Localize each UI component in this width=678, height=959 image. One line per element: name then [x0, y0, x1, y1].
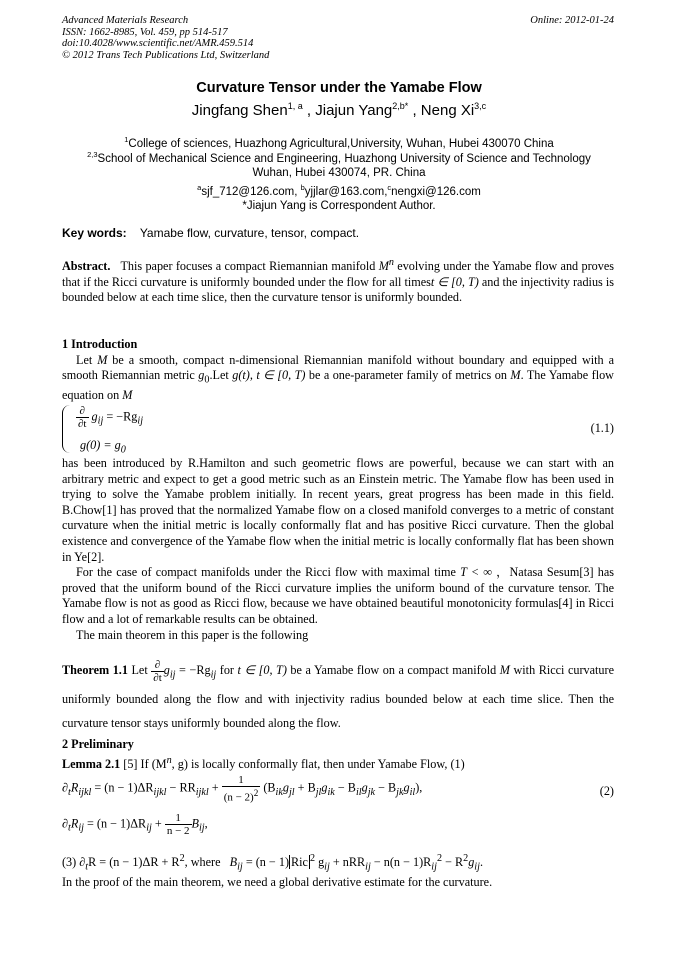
- math-rhs: = −Rg: [103, 409, 138, 424]
- math: (M: [151, 756, 167, 771]
- equation-scalar: (3) $\partial_tR = (n - 1)\Delta R + R^2$, where $B_{ij} = (n - 1)$ Ric $^2$ $g_{ij} + nRR_{ij} - n(n - 1)R_{ij}^2 - R^2g_{ij}$. In the proof of the main theorem, we need a global derivative estimate for the curvature.: [62, 851, 614, 891]
- equation-1-1: [62, 405, 614, 455]
- text: For the case of compact manifolds under the Ricci flow with maximal time: [76, 565, 461, 580]
- intro-paragraph-2: has been introduced by R.Hamilton and such geometric flows are powerful, because we can start with an arbitrary metric and expect to get a good metric such as an Einstein metric. The Yamabe flow has been used in trying to solve the Yamabe problem initially. In recent years, great progress has been made in this field. B.Chow[1] has proved that the normalized Yamabe flow on a closed manifold converges to a metric of constant curvature when the initial metric is locally conformally flat and has positive Ricci curvature. Then the global existence and convergence of the Yamabe flow when the initial metric is locally conformally flat has been shown in Ye[2].: [62, 456, 614, 564]
- math: = (n − 1)ΔR: [91, 780, 154, 795]
- math-n: n: [388, 257, 394, 268]
- math-sub: ij: [137, 415, 144, 427]
- author-3-sup: 3,c: [474, 101, 487, 111]
- fraction: [222, 774, 261, 804]
- text: − n(n − 1)R: [370, 855, 432, 870]
- text: 1: [165, 812, 192, 825]
- author-1-sup: 1, a: [287, 101, 303, 111]
- math-M: M: [122, 388, 133, 403]
- text: Let: [76, 352, 98, 367]
- aff1-sup: 1: [124, 135, 129, 144]
- text: Ric: [291, 855, 308, 870]
- text: g: [403, 780, 410, 795]
- math-g: g: [198, 368, 205, 383]
- text: [5] If: [120, 756, 152, 771]
- text: g: [282, 780, 289, 795]
- text: 2: [253, 788, 259, 798]
- section-introduction: [62, 337, 614, 404]
- text: g: [315, 855, 325, 870]
- math-g: g: [163, 663, 170, 677]
- text: − B: [334, 780, 356, 795]
- text: − R: [442, 855, 464, 870]
- math-M: M: [499, 663, 510, 677]
- math-M: M: [378, 259, 389, 274]
- text: ),: [415, 780, 423, 795]
- abstract-text-2: evolving under the Yamabe flow and proves that if the Ricci curvature is uniformly bounded under the flow for all times: [62, 259, 614, 289]
- theorem-label: Theorem 1.1: [62, 663, 128, 677]
- doi: doi:10.4028/www.scientific.net/AMR.459.514: [62, 38, 254, 49]
- text: .Let: [209, 368, 233, 383]
- math: , g): [171, 756, 188, 771]
- author-2-sup: 2,b*: [392, 101, 409, 111]
- math: ∂: [62, 780, 69, 795]
- math-gt: g(t), t ∈ [0, T): [232, 368, 306, 383]
- text: ∂: [79, 855, 86, 870]
- aff2-sup: 2,3: [87, 150, 98, 159]
- brace: [62, 405, 71, 453]
- section-introduction-cont: [62, 456, 614, 643]
- paper-title: Curvature Tensor under the Yamabe Flow: [196, 80, 482, 96]
- email-c-sup: c: [387, 183, 392, 192]
- math-sub: 0: [204, 374, 210, 386]
- section-2-heading: 2 Preliminary: [62, 737, 134, 751]
- math: (B: [263, 780, 276, 795]
- section-preliminary: [62, 737, 614, 772]
- email-b: yjjlar@163.com,: [304, 185, 388, 198]
- abstract-text-1: This paper focuses a compact Riemannian manifold: [120, 259, 379, 274]
- math-T-inf: T < ∞: [460, 565, 492, 580]
- text: n − 2: [166, 825, 190, 837]
- text: be a smooth, compact n-dimensional Riemannian manifold without boundary and equipped with a smooth Riemannian metric: [62, 352, 614, 383]
- text: + nRR: [329, 855, 366, 870]
- equation-ricci: $\partial_tR_{ij} = (n - 1)\Delta R_{ij}$ + $\frac{1}{n - 2}$ $B_{ij}$,: [62, 812, 208, 837]
- math-M: M: [510, 368, 521, 383]
- math-t: t ∈ [0, T): [237, 663, 287, 677]
- lemma-2-1: [62, 753, 614, 773]
- text: (n − 2): [223, 791, 254, 804]
- author-sep: ,: [408, 102, 421, 119]
- affiliation-2: [0, 148, 678, 181]
- theorem-1-1: [62, 658, 614, 735]
- text: Let: [127, 663, 152, 677]
- text: = (n − 1)ΔR: [83, 816, 147, 831]
- equation-2: $\partial_tR_{ijkl} = (n - 1)\Delta R_{ijkl} - RR_{ijkl}$ + $\frac{1}{(n - 2)^2}$ $(B_{ik}g_{jl} + B_{jl}g_{ik} - B_{il}g_{jk} - B_{jk}g_{il})$, (2): [62, 774, 614, 804]
- text: .: [479, 855, 483, 870]
- text: (3): [62, 855, 80, 870]
- text: R = (n − 1)ΔR + R: [88, 855, 180, 870]
- text: 2: [179, 853, 185, 864]
- aff1-text: College of sciences, Huazhong Agricultural,University, Wuhan, Hubei 430070 China: [128, 137, 554, 150]
- authors-line: [0, 101, 678, 119]
- fraction: [165, 812, 192, 837]
- frac-den: ∂t: [153, 671, 162, 684]
- text: ,: [204, 816, 208, 831]
- frac-num: 1: [222, 774, 261, 787]
- text: +: [151, 816, 165, 831]
- online-date: Online: 2012-01-24: [530, 15, 614, 26]
- journal-name: Advanced Materials Research: [62, 15, 189, 26]
- email-c: nengxi@126.com: [391, 185, 481, 198]
- intro-paragraph-4: The main theorem in this paper is the following: [76, 627, 309, 642]
- keywords-text: Yamabe flow, curvature, tensor, compact.: [139, 226, 360, 240]
- math-sub: ij: [210, 669, 217, 681]
- math-n: n: [166, 754, 172, 766]
- text: g: [321, 780, 328, 795]
- email-a: sjf_712@126.com,: [201, 185, 301, 198]
- text: is locally conformally flat, then under Yamabe Flow, (1): [187, 756, 465, 771]
- math-sub: ij: [97, 415, 104, 427]
- journal-header: [62, 15, 269, 61]
- text: , where: [184, 855, 224, 870]
- text: for: [216, 663, 238, 677]
- email-b-sup: b: [300, 183, 305, 192]
- math-rhs: = −Rg: [175, 663, 211, 677]
- math-M: M: [97, 352, 108, 367]
- keywords: [62, 226, 614, 242]
- text: = (n − 1): [242, 855, 290, 870]
- closing-sentence: In the proof of the main theorem, we need a global derivative estimate for the curvature.: [62, 875, 493, 890]
- math-sub: ij: [169, 669, 176, 681]
- text: with Ricci curvature uniformly bounded along the flow and with injectivity radius bounded below at each time slice. Then the curvature tensor stays uniformly bounded along the flow.: [62, 663, 614, 731]
- author-3: Neng Xi: [420, 102, 475, 119]
- copyright: © 2012 Trans Tech Publications Ltd, Switzerland: [62, 49, 270, 61]
- keywords-label: Key words:: [62, 226, 127, 240]
- text: ∂: [62, 816, 69, 831]
- text: B: [229, 855, 238, 870]
- equation-number: (2): [599, 784, 614, 798]
- math-initial: g(0) = g: [80, 438, 121, 452]
- abstract: [62, 255, 614, 306]
- emails: [0, 181, 678, 214]
- abstract-label: Abstract.: [62, 259, 111, 274]
- intro-paragraph-1: [62, 353, 614, 404]
- frac-den: [222, 787, 261, 804]
- email-a-sup: a: [197, 183, 202, 192]
- corresponding-author: *Jiajun Yang is Correspondent Author.: [242, 200, 436, 213]
- author-1: Jingfang Shen: [191, 102, 288, 119]
- frac-num: ∂: [151, 659, 164, 672]
- aff2-text-b: Wuhan, Hubei 430074, PR. China: [252, 167, 426, 180]
- author-sep: ,: [302, 102, 316, 119]
- text: be a one-parameter family of metrics on: [305, 368, 511, 383]
- frac-num: ∂: [76, 405, 89, 418]
- math-g: g: [91, 409, 98, 424]
- abstract-text-3: and the injectivity radius is bounded below at each time slice, then the curvature tensor is uniformly bounded.: [62, 274, 614, 305]
- text: . The Yamabe flow equation on: [62, 368, 614, 403]
- author-2: Jiajun Yang: [315, 102, 393, 119]
- text: + B: [294, 780, 316, 795]
- lemma-label: Lemma 2.1: [62, 756, 121, 771]
- section-1-heading: 1 Introduction: [62, 337, 138, 351]
- text: ，Natasa Sesum[3] has proved that the uniform bound of the Ricci curvature implies the uniform bound of the curvature tensor. The Yamabe flow is not as good as Ricci flow, because we have obtained beautiful monotonicity formulas[4] in Ricci flow and a lot of remarkable results can be obtained.: [62, 565, 614, 626]
- frac-den: ∂t: [78, 418, 87, 430]
- text: g: [361, 780, 368, 795]
- aff2-text-a: School of Mechanical Science and Engineering, Huazhong University of Science and Technology: [97, 152, 591, 165]
- text: B: [191, 816, 199, 831]
- partial-t-fraction: [76, 405, 89, 430]
- math: − RR: [166, 780, 196, 795]
- math-sub: 0: [120, 444, 126, 456]
- text: g: [468, 855, 475, 870]
- intro-paragraph-3: [62, 565, 614, 627]
- partial-t-fraction: [151, 659, 164, 684]
- text: − B: [375, 780, 397, 795]
- issn: ISSN: 1662-8985, Vol. 459, pp 514-517: [62, 26, 228, 38]
- equation-number: (1.1): [590, 421, 614, 435]
- math-t-interval: t ∈ [0, T): [430, 274, 479, 289]
- text: be a Yamabe flow on a compact manifold: [286, 663, 500, 677]
